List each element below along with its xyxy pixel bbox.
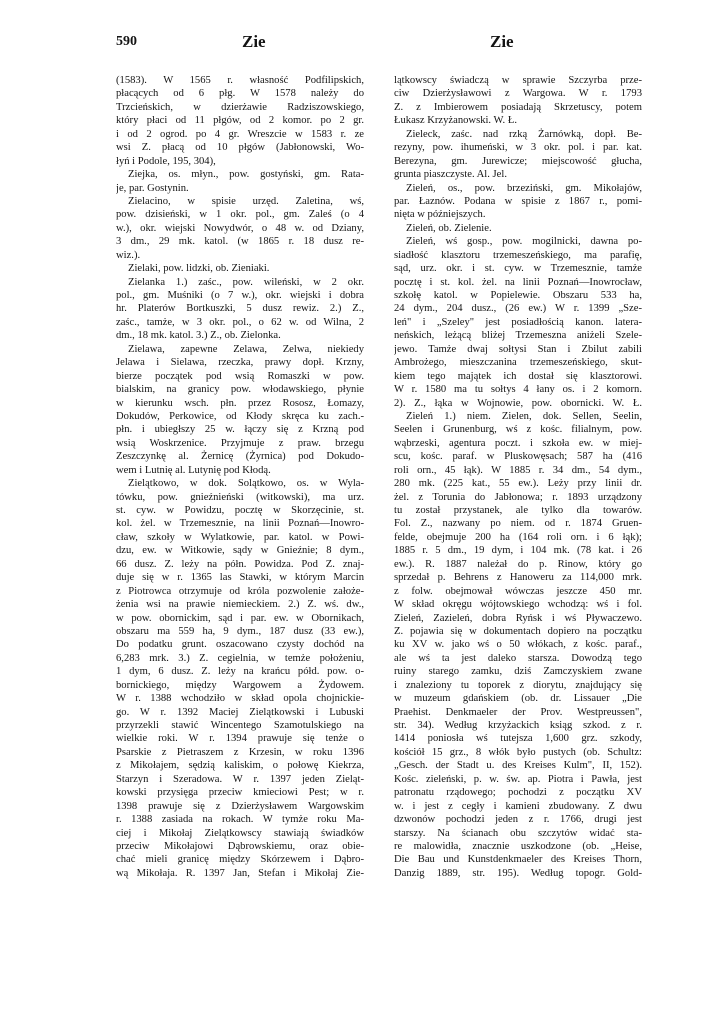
right-column-line: Z. z Imbierowem posiadają Skrzetuscy, potem <box>394 101 642 113</box>
left-column-line: obszaru ma 559 ha, 9 dym., 187 dusz (33 ew.), <box>116 625 364 637</box>
left-column-line: r. 1388 zasiada na rokach. W tymże roku Ma- <box>116 814 364 826</box>
right-column-line: Danzig 1889, str. 195). Według topogr. Gold- <box>394 867 642 879</box>
left-column-line: Zielanka 1.) zaśc., pow. wileński, w 2 okr. <box>128 276 364 288</box>
right-column-line: neńskich, leżącą bliżej Trzemeszna aniżeli Szele- <box>394 330 642 342</box>
left-column-line: zaśc., tamże, w 3 okr. pol., o 62 w. od Wilna, 2 <box>116 316 364 328</box>
right-column-line: Zieleń, os., pow. brzeziński, gm. Mikołajów, <box>406 182 642 194</box>
left-column-line: Zielątkowo, w dok. Solątkowo, os. w Wyla- <box>128 478 364 490</box>
page-number: 590 <box>116 34 137 49</box>
left-column-line: hr. Platerów Bortkuszki, 5 dusz rewiz. 2.) Z., <box>116 303 364 315</box>
left-column-line: Trzcieńskich, w dzierżawie Radziszowskiego, <box>116 101 364 113</box>
right-column-line: żel. z Torunia do Jabłonowa; r. 1893 urządzony <box>394 491 642 503</box>
left-column-line: Jelawa i Sielawa, rzeczka, prawy dopł. Krzny, <box>116 357 364 369</box>
right-column-line: ciw Dzierżysławowi z Wargowa. W r. 1793 <box>394 88 642 100</box>
left-column-line: ciej i Mikołaj Zielątkowscy stawiają świadków <box>116 827 364 839</box>
right-column-line: 1885 r. 5 dm., 19 dym, i 104 mk. (78 kat. i 26 <box>394 545 642 557</box>
left-column-line: łyń i Podole, 195, 304), <box>116 155 216 167</box>
left-column-line: Zielacino, w spisie urzęd. Zaletina, wś, <box>128 195 364 207</box>
left-column-line: st. cyw. w Powidzu, pocztę w Skorzęcinie, st. <box>116 505 364 516</box>
right-column-line: rezyny, pow. ihumeński, w 3 okr. pol. i par. kat. <box>394 142 642 154</box>
left-column-line: kol. żel. w Trzemesznie, na linii Poznań—Inowro- <box>116 518 364 530</box>
right-column-line: Z. pojawia się w dokumentach dopiero na początku <box>394 625 642 637</box>
right-column-line: szkołę katol. w Popielewie. Obszaru 533 ha, <box>394 290 642 301</box>
left-column-line: wiz.). <box>116 249 141 261</box>
left-column-line: 6,283 mrk. 3.) Z. cegielnia, w temże położeniu, <box>116 652 364 664</box>
right-column-line: sprzedał p. Behrens z Hanoweru za 114,000 mrk. <box>394 572 642 584</box>
right-column-line: Kośc. zieleński, p. w. św. ap. Piotra i Pawła, jest <box>394 773 642 785</box>
left-column-line: Zielawa, zapewne Zelawa, Zelwa, niekiedy <box>128 343 364 355</box>
left-column-line: cław, szkoły w Wylatkowie, par. katol. w Powi- <box>116 531 364 543</box>
left-column-line: bialskim, na granicy pow. włodawskiego, płynie <box>116 384 364 396</box>
right-column-line: Seelen i Grunenburg, wś z kośc. filialnym, pow. <box>394 424 642 436</box>
right-column-line: starszy. Na ścianach obu szczytów widać sta- <box>394 827 642 839</box>
right-column-line: 1414 poniosła wś tutejsza 1,600 grz. szkody, <box>394 733 642 745</box>
right-column-line: 280 mk. (225 kat., 55 ew.). Leży przy linii dr. <box>394 478 642 490</box>
right-column-line: re malowidła, znacznie uszkodzone (ob. „Heise, <box>394 840 642 852</box>
left-column-line: 3 dm., 29 mk. katol. (w 1865 r. 18 dusz re- <box>116 236 364 248</box>
left-column-line: kowski przysięga przeciw kmieciowi Pest; w r. <box>116 787 364 799</box>
right-column-line: pocztę i st. kol. żel. na linii Poznań—Inowrocław, <box>394 276 642 288</box>
right-column-line: ku XV w. jako wś o 50 włókach, z kośc. paraf., <box>394 639 642 651</box>
left-column-line: z Piotrowca otrzymuje od króla pozwolenie założe- <box>116 585 364 597</box>
right-column-line: kościół 15 grz., 8 włók było pustych (ob. Schultz: <box>394 746 642 758</box>
right-column-line: patronatu rządowego; pochodzi z początku XV <box>394 787 642 799</box>
left-column-line: z Mikołajem, sędzią kaliskim, o połowę Kiekrza, <box>116 760 364 772</box>
left-column-line: 1398 prawuje się z Dzierżysławem Wargowskim <box>116 800 364 812</box>
right-column-line: ew.). R. 1887 należał do p. Rinow, który go <box>394 558 642 570</box>
right-column-line: jewo. Tamże dwaj sołtysi Stan i Zbilut zabili <box>394 343 642 355</box>
left-column-line: w pow. obornickim, sąd i par. ew. w Obornikach, <box>116 612 364 624</box>
right-column-line: w muzeum gdańskiem (ob. dr. Lissauer „Die <box>394 693 642 705</box>
right-column-line: 2). Z., łąka w Wojnowie, pow. obornicki. W. Ł. <box>394 397 642 409</box>
left-column-line: go. W r. 1392 Maciej Zielątkowski i Lubuski <box>116 706 364 718</box>
left-column-line: Psarskie z Pietraszem z Krzesin, w roku 1396 <box>116 746 364 758</box>
right-column-line: Ambrożego, mieszczanina trzemeszeńskiego, skut- <box>394 357 642 369</box>
right-column-line: felde, obejmuje 200 ha (164 roli orn. i 6 łąk); <box>394 531 642 543</box>
right-column-line: Die Bau und Kunstdenkmaeler des Kreises Thorn, <box>394 854 642 866</box>
right-column-line: Fol. Z., nazwany po niem. od r. 1874 Gruen- <box>394 518 642 530</box>
left-column-line: wem i Lutnię al. Lutynię pod Kłodą. <box>116 464 271 476</box>
left-column-line: wsi Z. płacą od 10 płgów (Jabłonowski, Wo- <box>116 142 364 154</box>
left-column-line: wsią Woskrzenice. Przyjmuje z praw. brzegu <box>116 437 364 449</box>
left-column-line: Do podatku grunt. oszacowano czysty dochód na <box>116 639 364 651</box>
right-column-line: nięta w późniejszych. <box>394 209 486 221</box>
right-column-line: Zieleń, ob. Zielenie. <box>406 222 492 234</box>
right-column-line: dzwonów pochodzi jeden z r. 1766, drugi jest <box>394 814 642 826</box>
page-header <box>116 34 628 56</box>
right-column-line: Zieleń, wś gosp., pow. mogilnicki, dawna po- <box>406 236 642 248</box>
right-column-line: roli orn., 45 łąk). W 1885 r. 34 dm., 54 dym., <box>394 464 642 476</box>
left-column-line: dzu, ew. w Witkowie, sądy w Gnieźnie; 8 dym., <box>116 545 364 557</box>
right-column-line: Zieleń 1.) niem. Zielen, dok. Sellen, Seelin, <box>406 410 642 422</box>
right-column-line: W r. 1580 ma tu sołtys 4 łany os. i 2 komorn. <box>394 384 642 396</box>
right-column-line: Berezyna, gm. Jurewicze; miejscowość głucha, <box>394 155 642 167</box>
right-column-line: par. Łaznów. Podana w spisie z 1867 r., pomi- <box>394 195 642 207</box>
running-head-left: Zie <box>242 32 266 51</box>
left-column-line: wą Mikołaja. R. 1397 Jan, Stefan i Mikołaj Zie- <box>116 867 364 879</box>
left-column-line: w kierunku wsch. płn. przez Rososz, Łomazy, <box>116 397 364 409</box>
left-column-line: duje się w r. 1365 las Stawki, w którym Marcin <box>116 572 364 584</box>
right-column-line: str. 34). Według krzyżackich ksiąg szkod. z r. <box>394 720 642 731</box>
right-column-line: kiem tego majątek ich dostał się klasztorowi. <box>394 370 642 382</box>
right-column-line: Praehist. Denkmaeler der Prov. Westpreussen", <box>394 706 642 718</box>
left-column-line: chać mieli granicę między Skórzewem i Dąbro- <box>116 854 364 866</box>
left-column-line: który płaci od 11 płgów, od 2 komor. po 2 gr. <box>116 115 364 127</box>
left-column-line: Ziejka, os. młyn., pow. gostyński, gm. Rata- <box>128 169 364 181</box>
left-column-line: Dokudów, Perkowice, od Kłody skręca ku zach.- <box>116 410 364 422</box>
left-column-line: płn. i ubiegłszy 25 w. łączy się z Krzną pod <box>116 424 364 436</box>
right-column-line: ruiny starego zamku, dziś Zamczyskiem zwane <box>394 666 642 678</box>
right-column-line: siadłość klasztoru trzemeszeńskiego, ma parafię, <box>394 249 642 261</box>
left-column-line: przyrzekli stawić Wincentego Szamotulskiego na <box>116 720 364 731</box>
left-column-line: dm., 18 mk. katol. 3.) Z., ob. Zielonka. <box>116 330 281 342</box>
right-column-line: wąbrzeski, agentura poczt. i szkoła ew. w miej- <box>394 437 642 449</box>
right-column <box>394 74 642 880</box>
left-column-line: bierze początek pod wsią Romaszki w pow. <box>116 370 364 382</box>
right-column-line: Łukasz Krzyżanowski. W. Ł. <box>394 115 517 127</box>
left-column-line: płacących od 6 płg. W 1578 należy do <box>116 88 364 100</box>
left-column-line: wielkie roki. W r. 1394 prawuje się tenże o <box>116 733 364 745</box>
left-column-line: (1583). W 1565 r. własność Podfilipskich, <box>116 75 364 86</box>
right-column-line: w. i jest z cegły i kamieni zbudowany. Z dwu <box>394 800 642 812</box>
right-column-line: z folw. obejmował wówczas jeszcze 450 mr. <box>394 585 642 597</box>
right-column-line: leń" i „Szeley" jest posiadłością kanon. latera- <box>394 316 642 328</box>
left-column-line: bornickiego, między Wargowem a Żydowem. <box>116 679 364 691</box>
left-column-line: W r. 1388 wchodziło w skład opola chojnickie- <box>116 693 364 705</box>
right-column-line: ale wś ta jest daleko starsza. Dowodzą tego <box>394 652 642 664</box>
right-column-line: lątkowscy świadczą w sprawie Szczyrba prze- <box>394 75 642 86</box>
right-column-line: Zieleń, Zazieleń, dobra Ryńsk i wś Pływaczewo. <box>394 612 642 624</box>
left-column-line: pow. dzisieński, w 1 okr. pol., gm. Zaleś (o 4 <box>116 209 364 221</box>
right-column-line: tu został przystanek, ale tylko dla towarów. <box>394 505 642 516</box>
left-column-line: w.), okr. wiejski Nowydwór, o 48 w. od Dziany, <box>116 222 364 234</box>
left-column-line: żenia wsi na prawie niemieckiem. 2.) Z. wś. dw., <box>116 599 364 611</box>
right-column-line: W skład okręgu wójtowskiego wchodzą: wś i fol. <box>394 599 642 611</box>
right-column-line: scu, kośc. paraf. w Pluskowęsach; 587 ha (416 <box>394 451 642 463</box>
left-column <box>116 74 364 880</box>
left-column-line: Starzyn i Szeradowa. W r. 1397 jeden Zieląt- <box>116 773 364 785</box>
left-column-line: Zielaki, pow. lidzki, ob. Zieniaki. <box>128 263 270 275</box>
right-column-line: 24 dym., 204 dusz., (26 ew.) W r. 1399 „Sze- <box>394 303 642 315</box>
running-head-right: Zie <box>490 32 514 51</box>
left-column-line: i od 2 ogrod. po 4 gr. Wreszcie w 1583 r. ze <box>116 128 364 140</box>
right-column-line: Zieleck, zaśc. nad rzką Żarnówką, dopł. Be- <box>406 128 642 140</box>
right-column-line: grunta piaszczyste. Al. Jel. <box>394 169 507 181</box>
right-column-line: „Gesch. der Stadt u. des Kreises Kulm", II, 152). <box>394 760 642 772</box>
left-column-line: tówku, pow. gnieźnieński (witkowski), ma urz. <box>116 491 364 503</box>
left-column-line: Zeszczynkę al. Żernicę (Żyrnica) pod Dokudo- <box>116 451 364 463</box>
left-column-line: 1 dym, 6 dusz. Z. leży na krańcu półd. pow. o- <box>116 666 364 678</box>
right-column-line: sąd, urz. okr. i st. cyw. w Trzemesznie, tamże <box>394 263 642 275</box>
left-column-line: pol., gm. Muśniki (o 7 w.), okr. wiejski i dobra <box>116 290 364 301</box>
right-column-line: i znaleziony tu toporek z diorytu, znajdujący się <box>394 679 642 691</box>
left-column-line: 66 dusz. Z. leży na półn. Powidza. Pod Z. znaj- <box>116 558 364 570</box>
left-column-line: je, par. Gostynin. <box>116 182 189 194</box>
left-column-line: przeciw Mikołajowi Dąbrowskiemu, oraz obie- <box>116 840 364 852</box>
